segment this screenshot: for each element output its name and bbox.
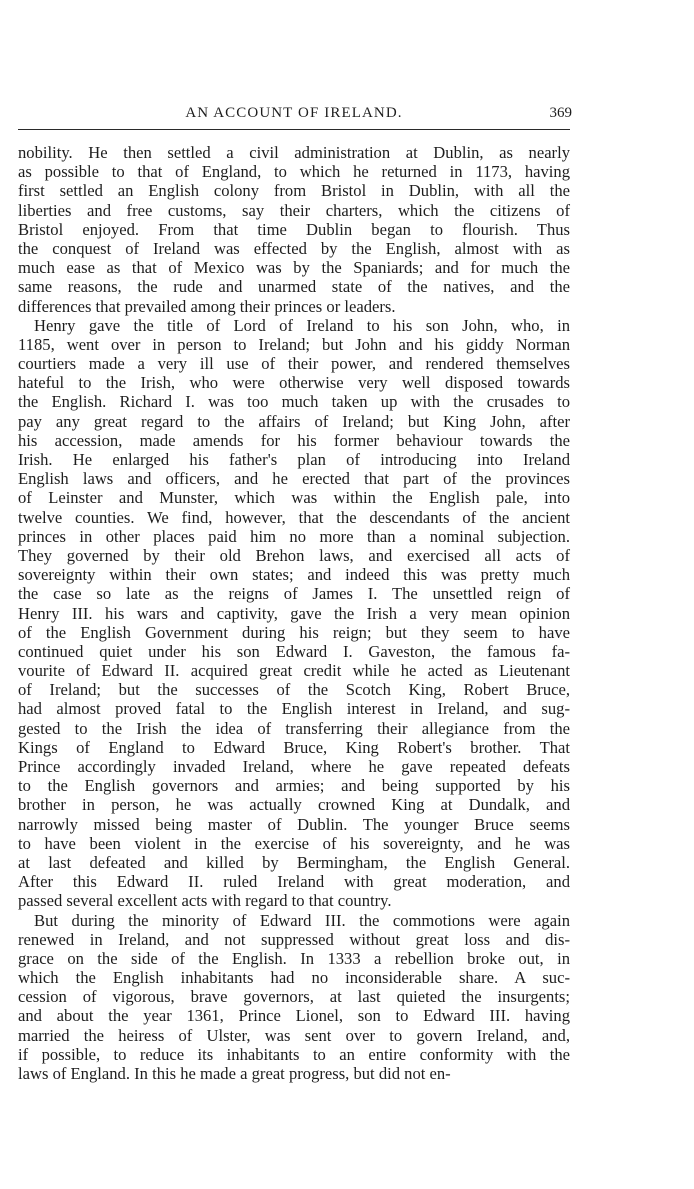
text-line: But during the minority of Edward III. the commotions were again: [34, 910, 570, 930]
text-line: if possible, to reduce its inhabitants to an entire conformity with the: [18, 1044, 570, 1064]
text-line: 1185, went over in person to Ireland; but John and his giddy Norman: [18, 334, 570, 354]
text-line: of Leinster and Munster, which was within the English pale, into: [18, 488, 570, 508]
text-line: pay any great regard to the affairs of Ireland; but King John, after: [18, 411, 570, 431]
text-line: narrowly missed being master of Dublin. The younger Bruce seems: [18, 814, 570, 834]
text-line: differences that prevailed among their princes or leaders.: [18, 296, 396, 316]
text-line: hateful to the Irish, who were otherwise very well disposed towards: [18, 373, 570, 393]
text-line: princes in other places paid him no more than a nominal subjection.: [18, 526, 570, 546]
text-line: vourite of Edward II. acquired great credit while he acted as Lieutenant: [18, 661, 570, 681]
paragraph: [18, 911, 570, 1084]
text-line: They governed by their old Brehon laws, and exercised all acts of: [18, 545, 570, 565]
text-line: and about the year 1361, Prince Lionel, son to Edward III. having: [18, 1006, 570, 1026]
text-line: Irish. He enlarged his father's plan of introducing into Ireland: [18, 450, 570, 469]
text-line: his accession, made amends for his former behaviour towards the: [18, 430, 570, 450]
paragraph: [18, 316, 570, 911]
text-line: of Ireland; but the successes of the Scotch King, Robert Bruce,: [18, 680, 570, 700]
text-line: much ease as that of Mexico was by the Spaniards; and for much the: [18, 258, 570, 278]
text-line: cession of vigorous, brave governors, at last quieted the insurgents;: [18, 987, 570, 1007]
text-line: renewed in Ireland, and not suppressed without great loss and dis-: [18, 929, 570, 949]
text-line: the conquest of Ireland was effected by the English, almost with as: [18, 238, 570, 258]
text-line: which the English inhabitants had no inconsiderable share. A suc-: [18, 968, 570, 988]
text-line: continued quiet under his son Edward I. Gaveston, the famous fa-: [18, 641, 570, 661]
text-line: to have been violent in the exercise of his sovereignty, and he was: [18, 833, 570, 853]
text-line: Henry III. his wars and captivity, gave the Irish a very mean opinion: [18, 603, 570, 623]
text-line: laws of England. In this he made a great progress, but did not en-: [18, 1064, 451, 1083]
text-line: sovereignty within their own states; and indeed this was pretty much: [18, 565, 570, 585]
page-number: 369: [549, 105, 572, 121]
text-line: brother in person, he was actually crowned King at Dundalk, and: [18, 795, 570, 815]
running-head: [18, 103, 570, 130]
text-line: English laws and officers, and he erected that part of the provinces: [18, 469, 570, 489]
text-line: as possible to that of England, to which he returned in 1173, having: [18, 162, 570, 182]
text-line: married the heiress of Ulster, was sent over to govern Ireland, and,: [18, 1025, 570, 1045]
text-line: nobility. He then settled a civil administration at Dublin, as nearly: [18, 143, 570, 162]
text-line: had almost proved fatal to the English interest in Ireland, and sug-: [18, 699, 570, 719]
text-line: grace on the side of the English. In 1333 a rebellion broke out, in: [18, 948, 570, 968]
text-line: the case so late as the reigns of James I. The unsettled reign of: [18, 584, 570, 604]
running-title: AN ACCOUNT OF IRELAND.: [185, 105, 403, 121]
text-line: liberties and free customs, say their charters, which the citizens of: [18, 200, 570, 220]
text-line: Prince accordingly invaded Ireland, where he gave repeated defeats: [18, 757, 570, 776]
text-line: same reasons, the rude and unarmed state of the natives, and the: [18, 277, 570, 297]
text-line: the English. Richard I. was too much taken up with the crusades to: [18, 392, 570, 412]
text-line: After this Edward II. ruled Ireland with great moderation, and: [18, 872, 570, 892]
text-line: to the English governors and armies; and being supported by his: [18, 776, 570, 796]
text-line: Bristol enjoyed. From that time Dublin began to flourish. Thus: [18, 219, 570, 239]
text-line: passed several excellent acts with regard to that country.: [18, 891, 392, 911]
text-line: first settled an English colony from Bristol in Dublin, with all the: [18, 181, 570, 201]
text-line: Henry gave the title of Lord of Ireland to his son John, who, in: [34, 315, 570, 335]
text-line: at last defeated and killed by Bermingham, the English General.: [18, 852, 570, 872]
body-text: [18, 143, 570, 1083]
text-line: Kings of England to Edward Bruce, King Robert's brother. That: [18, 737, 570, 757]
text-line: gested to the Irish the idea of transferring their allegiance from the: [18, 718, 570, 738]
text-line: of the English Government during his reign; but they seem to have: [18, 622, 570, 642]
paragraph: [18, 143, 570, 316]
text-line: twelve counties. We find, however, that the descendants of the ancient: [18, 507, 570, 527]
text-line: courtiers made a very ill use of their power, and rendered themselves: [18, 354, 570, 374]
